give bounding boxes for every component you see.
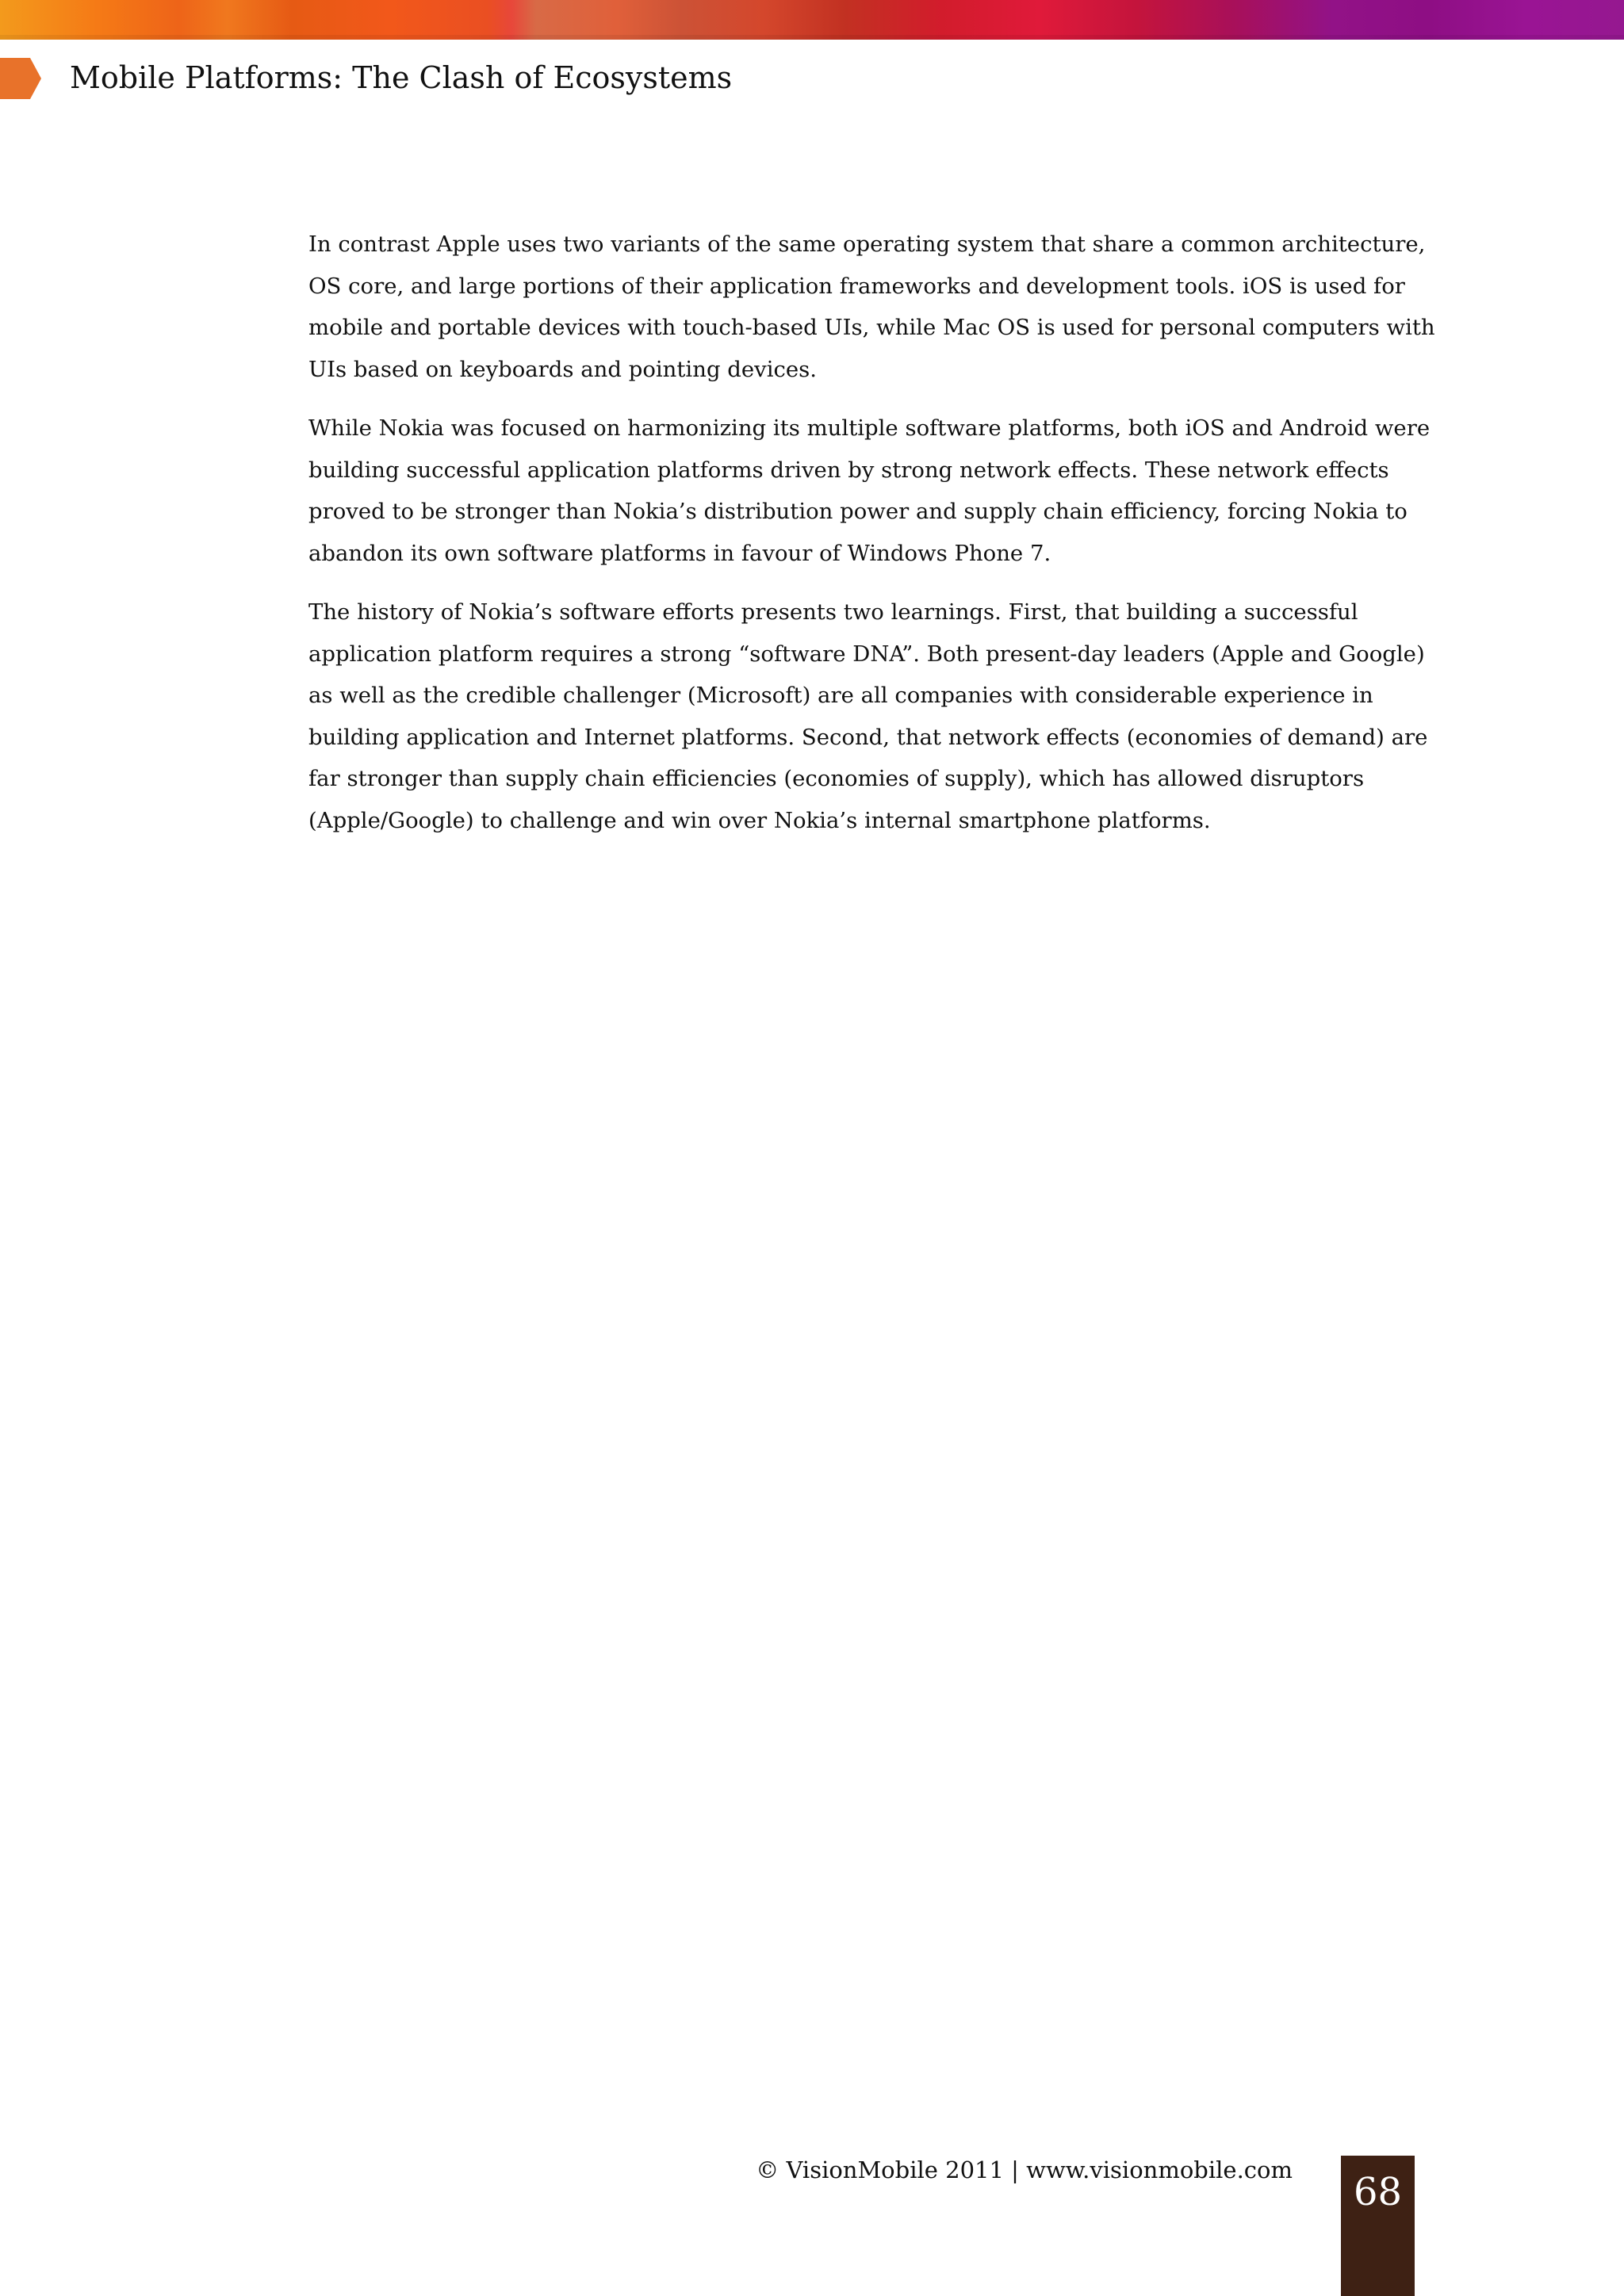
body-text xyxy=(308,224,1450,859)
page-number-box xyxy=(1341,2156,1415,2296)
header-arrow-marker xyxy=(0,58,41,99)
header-gradient-band xyxy=(0,0,1624,40)
paragraph-apple-ios-macos: In contrast Apple uses two variants of the same operating system that share a common architecture, OS core, and large portions of their application frameworks and development tools. iOS is used for mobile and portable devices with touch-based UIs, while Mac OS is used for personal computers with UIs based on keyboards and pointing devices. xyxy=(308,232,1435,382)
running-header-title: Mobile Platforms: The Clash of Ecosystems xyxy=(70,60,733,95)
paragraph-nokia-learnings: The history of Nokia’s software efforts presents two learnings. First, that building a successful application platform requires a strong “software DNA”. Both present-day leaders (Apple and Google) as well as the credible challenger (Microsoft) are all companies with considerable experience in building application and Internet platforms. Second, that network effects (economies of demand) are far stronger than supply chain efficiencies (economies of supply), which has allowed disruptors (Apple/Google) to challenge and win over Nokia’s internal smartphone platforms. xyxy=(308,599,1428,833)
footer-copyright: © VisionMobile 2011 | www.visionmobile.com xyxy=(756,2156,1293,2183)
page-number: 68 xyxy=(1353,2170,1403,2214)
paragraph-nokia-harmonizing: While Nokia was focused on harmonizing its multiple software platforms, both iOS and Android were building successful application platforms driven by strong network effects. These network effects proved to be stronger than Nokia’s distribution power and supply chain efficiency, forcing Nokia to abandon its own software platforms in favour of Windows Phone 7. xyxy=(308,415,1431,566)
